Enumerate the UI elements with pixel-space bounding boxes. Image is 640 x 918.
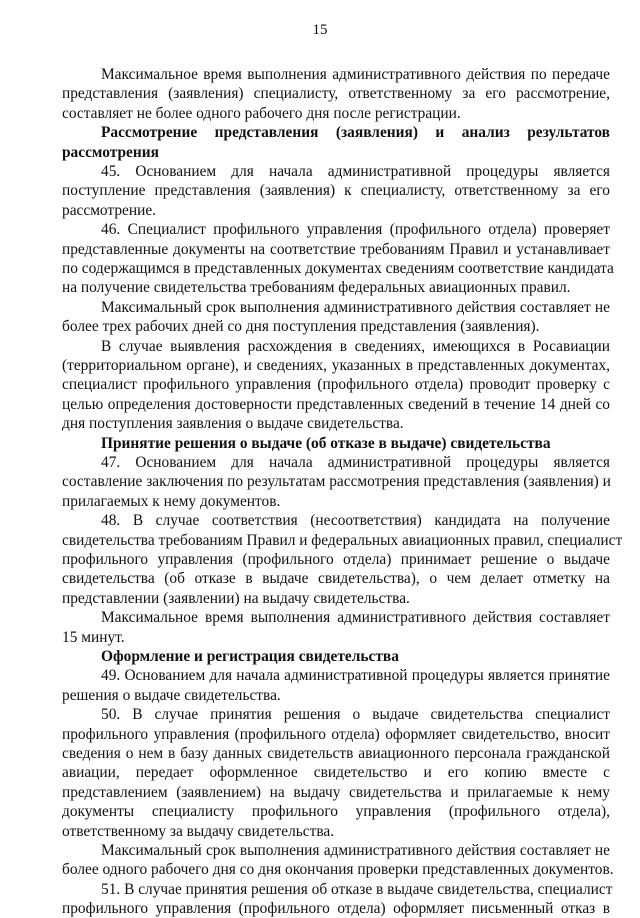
paragraph-line: представления (заявления) специалисту, ответственному за его рассмотрение, — [62, 85, 610, 103]
paragraph-line: авиации, передает оформленное свидетельство и его копию вместе с — [62, 764, 610, 782]
paragraph-line: 49. Основанием для начала административной процедуры является принятие — [101, 667, 610, 685]
paragraph-line: более одного рабочего дня со дня окончания проверки представленных документов. — [62, 861, 614, 879]
paragraph-line: представлением (заявлением) на выдачу свидетельства и прилагаемые к нему — [62, 783, 610, 801]
paragraph-line: свидетельства требованиям Правил и федеральных авиационных правил, специалист — [62, 531, 623, 549]
paragraph-line: Максимальный срок выполнения административного действия составляет не — [101, 298, 610, 316]
paragraph-line: профильного управления (профильного отдела) оформляет свидетельство, вносит — [62, 725, 610, 743]
paragraph-line: представленные документы на соответствие требованиям Правил и устанавливает — [62, 240, 610, 258]
paragraph-line: на получение свидетельства требованиям федеральных авиационных правил. — [62, 279, 571, 297]
paragraph-line: профильного управления (профильного отдела) принимает решение о выдаче — [62, 551, 610, 568]
paragraph-line: 46. Специалист профильного управления (профильного отдела) проверяет — [101, 221, 610, 239]
paragraph-line: решения о выдаче свидетельства. — [62, 686, 281, 704]
paragraph-line: профильного управления (профильного отдела) оформляет письменный отказ в — [62, 900, 610, 918]
paragraph-line: (территориальном органе), и сведениях, указанных в представленных документах, — [62, 357, 610, 374]
paragraph-line: прилагаемых к нему документов. — [62, 492, 281, 510]
paragraph-line: свидетельства (об отказе в выдаче свидетельства), о чем делает отметку на — [62, 570, 610, 588]
paragraph-line: 51. В случае принятия решения об отказе в выдаче свидетельства, специалист — [101, 880, 613, 898]
page-number: 15 — [312, 22, 328, 38]
paragraph-line: представлении (заявлении) на выдачу свидетельства. — [62, 589, 410, 607]
paragraph-line: В случае выявления расхождения в сведениях, имеющихся в Росавиации — [101, 337, 610, 355]
paragraph-line: 50. В случае принятия решения о выдаче свидетельства специалист — [101, 706, 610, 724]
section-heading-line: Рассмотрение представления (заявления) и анализ результатов — [101, 124, 610, 142]
paragraph-line: 45. Основанием для начала административной процедуры является — [101, 163, 610, 180]
paragraph-line: специалист профильного управления (профильного отдела) проводит проверку с — [62, 376, 610, 394]
paragraph-line: рассмотрение. — [62, 201, 157, 219]
paragraph-line: Максимальное время выполнения административного действия составляет — [101, 609, 610, 627]
section-heading-line: Оформление и регистрация свидетельства — [101, 648, 399, 665]
paragraph-line: составление заключения по результатам рассмотрения представления (заявления) и — [62, 473, 611, 491]
paragraph-line: сведения о нем в базу данных свидетельств авиационного персонала гражданской — [62, 745, 610, 762]
paragraph-line: 15 минут. — [62, 628, 125, 646]
paragraph-line: 47. Основанием для начала административной процедуры является — [101, 454, 610, 471]
paragraph-line: Максимальный срок выполнения административного действия составляет не — [101, 842, 610, 859]
paragraph-line: поступление представления (заявления) к специалисту, ответственному за его — [62, 182, 610, 200]
section-heading-line: Принятие решения о выдаче (об отказе в выдаче) свидетельства — [101, 434, 551, 452]
paragraph-line: более трех рабочих дней со дня поступления представления (заявления). — [62, 318, 540, 336]
paragraph-line: целью определения достоверности представленных сведений в течение 14 дней со — [62, 395, 610, 413]
paragraph-line: ответственному за выдачу свидетельства. — [62, 822, 335, 840]
paragraph-line: составляет не более одного рабочего дня после регистрации. — [62, 104, 461, 122]
paragraph-line: 48. В случае соответствия (несоответствия) кандидата на получение — [101, 512, 610, 530]
paragraph-line: по содержащимся в представленных документах сведениям соответствие кандидата — [62, 260, 614, 277]
paragraph-line: Максимальное время выполнения административного действия по передаче — [101, 66, 610, 83]
paragraph-line: дня поступления заявления о выдаче свидетельства. — [62, 415, 404, 433]
section-heading-line: рассмотрения — [62, 143, 159, 161]
paragraph-line: документы специалисту профильного управления (профильного отдела), — [62, 803, 610, 821]
